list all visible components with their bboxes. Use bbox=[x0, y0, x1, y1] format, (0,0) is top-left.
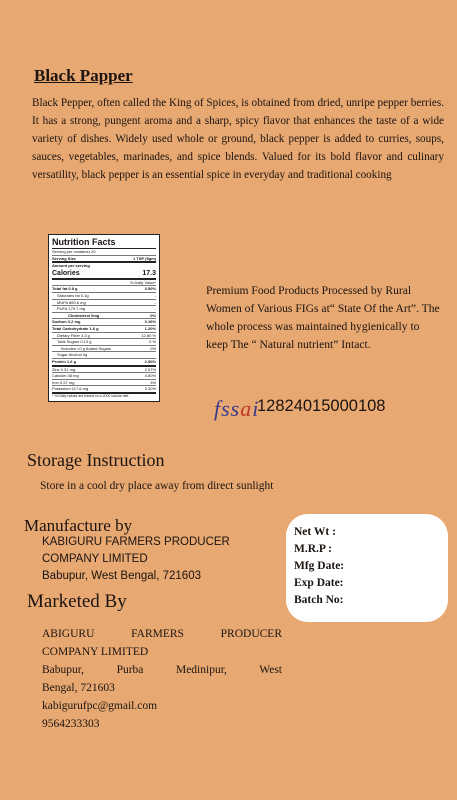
nutrient-value: 0.16% bbox=[144, 319, 156, 325]
nutrient-label: Iron 0.57 mg bbox=[52, 379, 75, 385]
nutrient-label: Cholesterol 0mg bbox=[68, 312, 100, 318]
manufacture-line: COMPANY LIMITED bbox=[42, 553, 148, 565]
nutrient-row bbox=[52, 313, 156, 320]
nutrient-label: MUFA 860.8 mg bbox=[57, 299, 86, 305]
nutrient-label: Calcium 48 mg bbox=[52, 373, 79, 379]
dv-header: % Daily Value* bbox=[129, 279, 156, 285]
nutrient-row bbox=[52, 352, 156, 359]
serving-size-label: Serving Size bbox=[52, 255, 76, 261]
nutrient-label: Zinc 0.31 mg bbox=[52, 366, 76, 372]
nutrient-value: - bbox=[154, 299, 156, 305]
marketed-address bbox=[42, 625, 282, 733]
net-weight-label: Net Wt : bbox=[294, 526, 336, 538]
nutrient-value: - bbox=[154, 306, 156, 312]
nutrient-row bbox=[52, 367, 156, 374]
nutrient-label: Includes <0 g Added Sugars bbox=[61, 345, 112, 351]
nutrient-value: 4.80% bbox=[144, 373, 156, 379]
nutrient-row bbox=[52, 380, 156, 387]
nutrient-row bbox=[52, 286, 156, 293]
nutrient-row bbox=[52, 339, 156, 346]
manufacture-address bbox=[42, 534, 262, 585]
nutrient-row bbox=[52, 386, 156, 394]
nutrient-label: Potassium 117.6 mg bbox=[52, 386, 89, 392]
nutrient-value: 3.30% bbox=[144, 386, 156, 392]
fssai-license-number: 12824015000108 bbox=[257, 397, 386, 415]
nutrient-label: Dietary Fiber 3.3 g bbox=[57, 332, 90, 338]
nutrient-label: Sodium 3.2 mg bbox=[52, 319, 81, 325]
batch-number-label: Batch No: bbox=[294, 594, 344, 606]
mfg-date-label: Mfg Date: bbox=[294, 560, 345, 572]
nutrient-label: Protein 1.6 g bbox=[52, 358, 77, 364]
mrp-label: M.R.P : bbox=[294, 543, 333, 555]
nutrient-value: 2.07% bbox=[144, 366, 156, 372]
manufacture-line: Babupur, West Bengal, 721603 bbox=[42, 570, 201, 582]
marketed-line: ABIGURU FARMERS PRODUCER bbox=[42, 628, 282, 640]
marketed-heading: Marketed By bbox=[27, 591, 127, 612]
nutrient-row bbox=[52, 346, 156, 353]
nutrition-footnote: * % Daily values are based on a 2000 calorie diet. bbox=[52, 393, 130, 398]
servings-row bbox=[52, 249, 156, 256]
nutrient-row bbox=[52, 333, 156, 340]
nutrient-label: Total Sugars 0.13 g bbox=[57, 339, 92, 345]
nutrient-value: 0% bbox=[150, 345, 156, 351]
serving-size-value: 1 TSP (5gm) bbox=[132, 255, 156, 261]
nutrient-row bbox=[52, 359, 156, 367]
calories-label: Calories bbox=[52, 269, 80, 277]
fssai-logo-text: a bbox=[240, 396, 253, 421]
serving-size-row bbox=[52, 256, 156, 264]
nutrition-facts-panel bbox=[48, 234, 160, 402]
nutrient-label: Sugar Alcohol 0g bbox=[57, 352, 88, 358]
marketed-email: kabigurufpc@gmail.com bbox=[42, 700, 158, 712]
premium-statement: Premium Food Products Processed by Rural Women of Various FIGs at“ State Of the Art”. The whole process was maintained hygienically to keep The “ Natural nutrient” Intact. bbox=[206, 284, 440, 351]
nutrient-row bbox=[52, 373, 156, 380]
manufacture-line: KABIGURU FARMERS PRODUCER bbox=[42, 536, 230, 548]
nutrient-row bbox=[52, 306, 156, 313]
calories-row bbox=[52, 269, 156, 280]
nutrient-label: PUFA 179.7 mg bbox=[57, 306, 86, 312]
nutrient-value: 0% bbox=[150, 312, 156, 318]
nutrient-value: 0 % bbox=[149, 339, 156, 345]
dv-header-row bbox=[52, 280, 156, 287]
nutrition-title: Nutrition Facts bbox=[52, 237, 156, 249]
nutrient-row bbox=[52, 300, 156, 307]
nutrient-label: Total fat 0.8 g bbox=[52, 286, 78, 292]
product-title: Black Papper bbox=[34, 66, 133, 85]
amount-label: Amount per serving bbox=[52, 263, 90, 269]
storage-text: Store in a cool dry place away from direct sunlight bbox=[40, 480, 274, 492]
pack-info-box bbox=[286, 514, 448, 622]
servings-text: Serving per container 20 bbox=[52, 249, 96, 254]
fssai-logo-text: i bbox=[252, 396, 260, 421]
nutrient-label: Saturates fat 0.1g bbox=[57, 292, 89, 298]
nutrient-row bbox=[52, 326, 156, 333]
nutrient-value: 1.20% bbox=[144, 325, 156, 331]
storage-heading: Storage Instruction bbox=[27, 450, 165, 470]
nutrient-row bbox=[52, 293, 156, 300]
nutrient-value: 3.50% bbox=[144, 286, 156, 292]
fssai-logo bbox=[214, 396, 259, 422]
nutrient-value: - bbox=[154, 292, 156, 298]
exp-date-label: Exp Date: bbox=[294, 577, 344, 589]
nutrient-row bbox=[52, 319, 156, 326]
marketed-line: Bengal, 721603 bbox=[42, 682, 115, 694]
product-description: Black Pepper, often called the King of Spices, is obtained from dried, unripe pepper berries. It has a strong, pungent aroma and a sharp, spicy flavor that enhances the taste of a wide variety of dishes. Widely used whole or ground, black pepper is added to curries, soups, sauces, vegetables, marinades, and spice blends. Valued for its bold flavor and culinary versatility, black pepper is an essential spice in everyday and traditional cooking bbox=[32, 97, 444, 181]
fssai-logo-text: fss bbox=[214, 396, 241, 421]
manufacture-heading: Manufacture by bbox=[24, 516, 133, 535]
nutrient-value: 2.90% bbox=[144, 358, 156, 364]
nutrient-value: 12.80 % bbox=[141, 332, 156, 338]
nutrient-value: 3% bbox=[150, 379, 156, 385]
marketed-line: COMPANY LIMITED bbox=[42, 646, 149, 658]
nutrient-label: Total Carbohydrate 1.6 g bbox=[52, 325, 99, 331]
marketed-line: Babupur, Purba Medinipur, West bbox=[42, 664, 282, 676]
calories-value: 17.3 bbox=[142, 269, 156, 277]
marketed-phone: 9564233303 bbox=[42, 718, 100, 730]
